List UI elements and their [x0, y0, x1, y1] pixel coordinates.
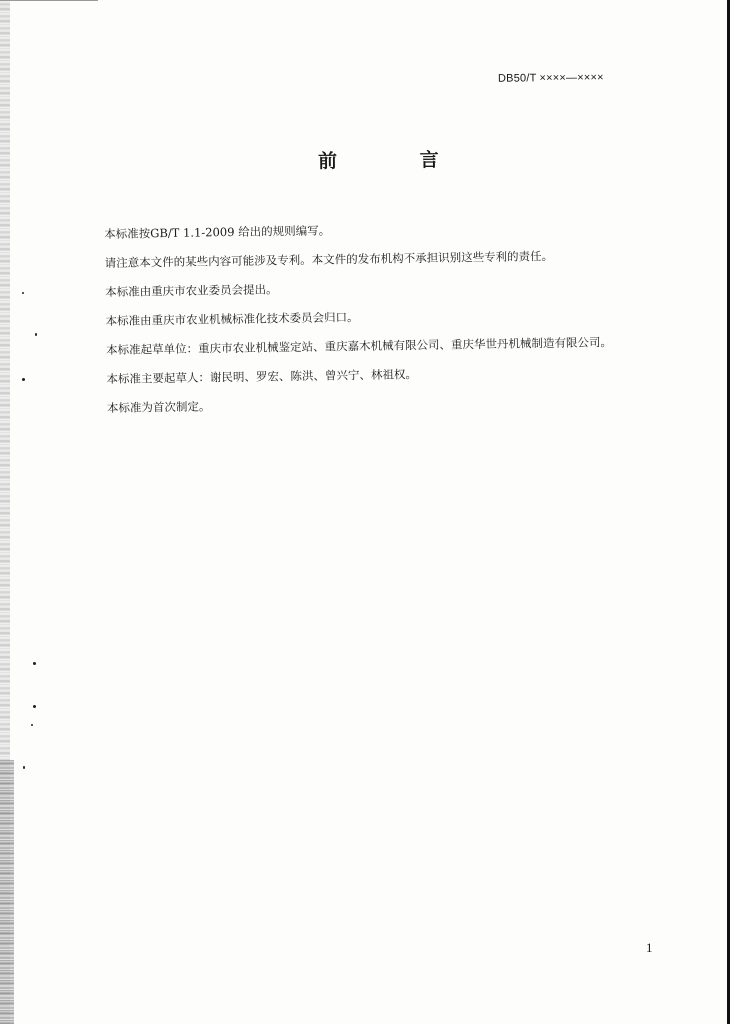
scan-speck — [33, 705, 36, 708]
page-title: 前 言 — [317, 148, 477, 173]
paragraph-drafting-rules: 本标准按GB/T 1.1-2009 给出的规则编写。 — [104, 223, 331, 241]
scan-edge-shadow-lower — [0, 760, 14, 1024]
paragraph-main-drafters: 本标准主要起草人：谢民明、罗宏、陈洪、曾兴宁、林祖权。 — [106, 367, 418, 386]
standard-code: DB50/T ××××—×××× — [497, 71, 604, 85]
scan-top-line — [0, 0, 98, 1]
scan-speck — [35, 333, 37, 336]
scan-speck — [22, 292, 24, 294]
paragraph-drafting-units: 本标准起草单位：重庆市农业机械鉴定站、重庆嘉木机械有限公司、重庆华世丹机械制造有限公司。 — [105, 335, 613, 357]
paragraph-proposer: 本标准由重庆市农业委员会提出。 — [105, 282, 278, 299]
paragraph-patent-notice: 请注意本文件的某些内容可能涉及专利。本文件的发布机构不承担识别这些专利的责任。 — [104, 248, 554, 270]
scan-speck — [33, 662, 36, 665]
scan-speck — [22, 378, 25, 381]
scan-speck — [31, 724, 33, 726]
scan-speck — [23, 766, 25, 769]
page-number: 1 — [646, 940, 653, 955]
foreword-body — [104, 211, 667, 423]
paragraph-first-edition: 本标准为首次制定。 — [106, 399, 211, 415]
paragraph-centralized-by: 本标准由重庆市农业机械标准化技术委员会归口。 — [105, 310, 359, 328]
